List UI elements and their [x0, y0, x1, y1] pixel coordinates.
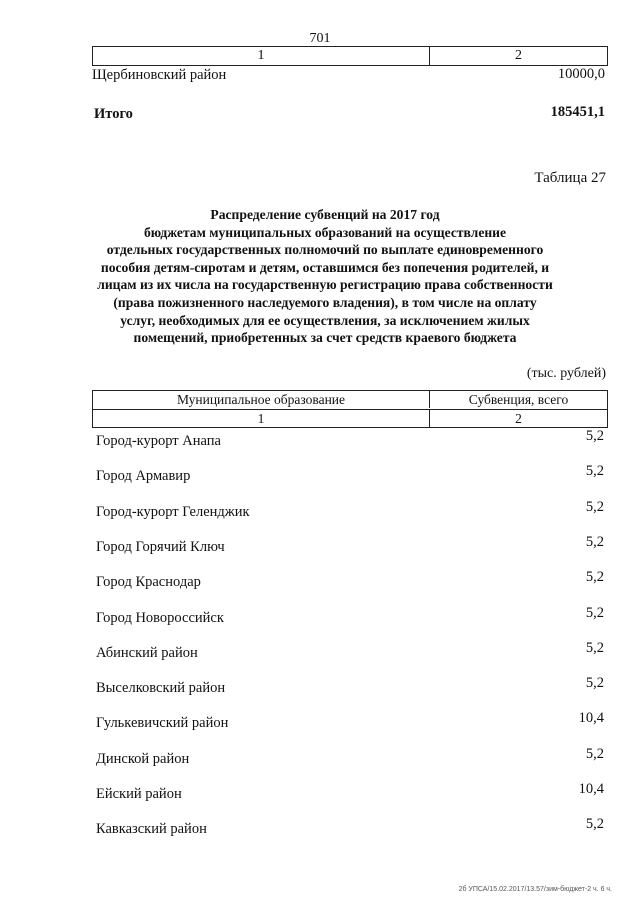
subvention-value: 5,2 — [585, 675, 604, 692]
table-row — [92, 781, 606, 803]
table-title — [80, 206, 570, 347]
table-row — [92, 640, 606, 662]
prev-col-number-1: 1 — [93, 47, 430, 65]
subvention-value: 5,2 — [585, 533, 604, 550]
prev-row-value: 10000,0 — [557, 66, 605, 82]
table-row — [92, 534, 606, 556]
page-number: 701 — [309, 31, 331, 46]
table-row — [92, 710, 606, 732]
title-line: отдельных государственных полномочий по выплате единовременного — [106, 242, 544, 258]
municipality-name: Город Краснодар — [96, 574, 201, 591]
subvention-value: 5,2 — [585, 569, 604, 586]
prev-row-name: Щербиновский район — [92, 67, 227, 83]
table-row — [92, 428, 606, 450]
table-row — [92, 569, 606, 591]
table-label: Таблица 27 — [534, 170, 606, 186]
prev-table-header — [92, 46, 608, 66]
title-line: пособия детям-сиротам и детям, оставшимся без попечения родителей, и — [100, 259, 550, 275]
title-line: помещений, приобретенных за счет средств краевого бюджета — [133, 330, 517, 346]
units-label: (тыс. рублей) — [526, 366, 606, 381]
table-row — [92, 605, 606, 627]
municipality-name: Город-курорт Геленджик — [96, 503, 250, 520]
prev-col-number-2: 2 — [515, 48, 522, 63]
municipality-name: Динской район — [96, 750, 190, 767]
municipality-name: Выселковский район — [96, 680, 226, 697]
table-row — [92, 499, 606, 521]
total-label: Итого — [94, 106, 133, 122]
subvention-value: 5,2 — [585, 498, 604, 515]
title-line: лицам из их числа на государственную регистрацию права собственности — [97, 277, 553, 293]
column-number-1: 1 — [93, 409, 430, 427]
municipality-name: Город-курорт Анапа — [96, 433, 221, 449]
title-line: бюджетам муниципальных образований на осуществление — [143, 224, 507, 240]
title-line: (права пожизненного наследуемого владения), в том числе на оплату — [113, 294, 537, 310]
subvention-value: 5,2 — [585, 428, 604, 444]
table-row — [92, 675, 606, 697]
title-line: услуг, необходимых для ее осуществления, за исключением жилых — [120, 312, 530, 328]
subvention-value: 5,2 — [585, 816, 604, 833]
column-number-2: 2 — [430, 409, 607, 427]
total-value: 185451,1 — [550, 104, 605, 120]
subvention-value: 5,2 — [585, 745, 604, 762]
subvention-value: 5,2 — [585, 639, 604, 656]
title-line: Распределение субвенций на 2017 год — [210, 207, 440, 222]
table-row — [92, 746, 606, 768]
main-table-header — [92, 390, 608, 428]
municipality-name: Ейский район — [96, 786, 182, 802]
subvention-value: 5,2 — [585, 604, 604, 621]
municipality-name: Абинский район — [96, 644, 198, 661]
column-header-municipality: Муниципальное образование — [93, 391, 430, 408]
column-header-subvention: Субвенция, всего — [468, 392, 569, 407]
municipality-name: Город Горячий Ключ — [96, 538, 225, 555]
municipality-name: Гулькевичский район — [96, 715, 229, 732]
footer-stamp: 2б УПСА/15.02.2017/13.57/зим-бюджет-2 ч. 6 ч. — [458, 886, 612, 893]
table-row — [92, 816, 606, 838]
subvention-value: 5,2 — [585, 463, 604, 480]
subvention-value: 10,4 — [578, 710, 604, 727]
municipality-name: Город Новороссийск — [96, 609, 224, 626]
subvention-value: 10,4 — [578, 781, 604, 797]
municipality-name: Город Армавир — [96, 468, 191, 485]
table-row — [92, 463, 606, 485]
municipality-name: Кавказский район — [96, 821, 207, 838]
